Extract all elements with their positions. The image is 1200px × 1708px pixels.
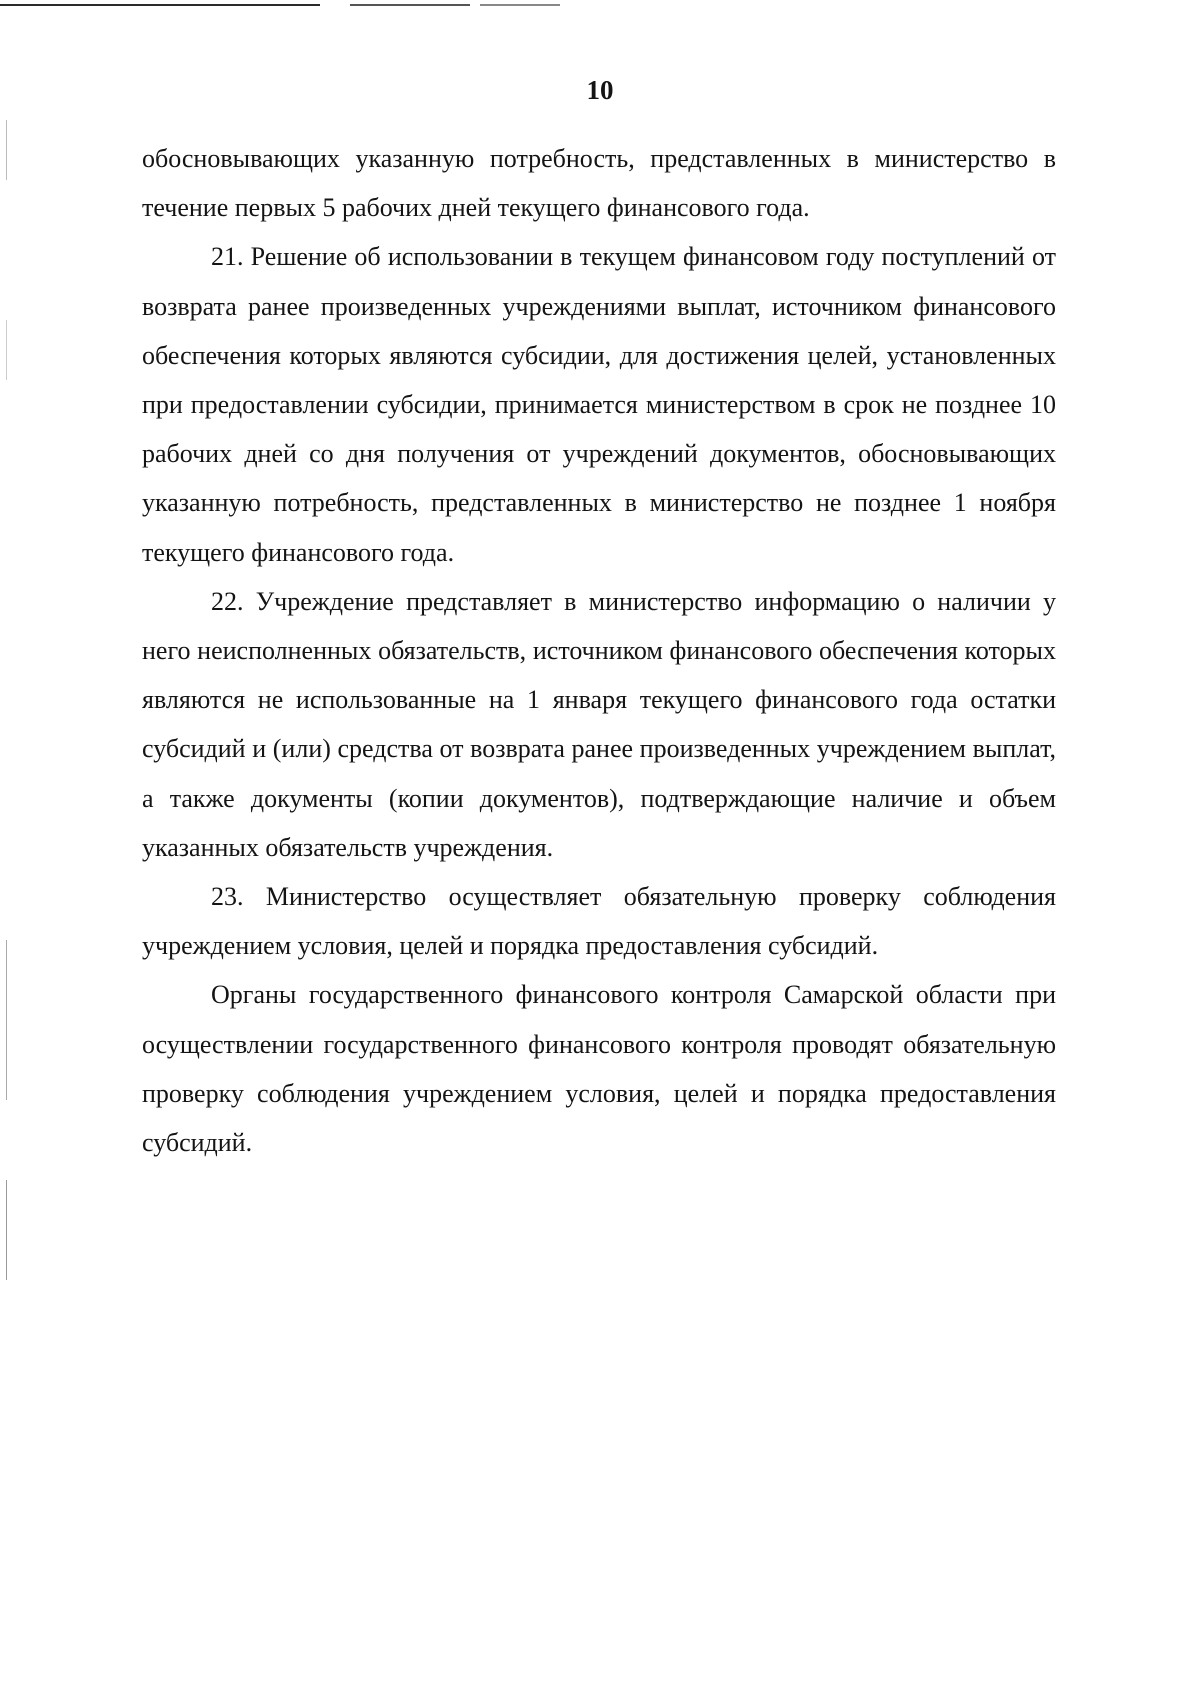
paragraph-item-22: 22. Учреждение представляет в министерство информацию о наличии у него неисполненных обязательств, источником финансового обеспечения которых являются не использованные на 1 января текущего финансового года остатки субсидий и (или) средства от возврата ранее произведенных учреждением выплат, а также документы (копии документов), подтверждающие наличие и объем указанных обязательств учреждения. — [142, 586, 1056, 862]
paragraph-item-21: 21. Решение об использовании в текущем финансовом году поступлений от возврата ранее произведенных учреждениями выплат, источником финансового обеспечения которых являются субсидии, для достижения целей, установленных при предоставлении субсидии, принимается министерством в срок не позднее 10 рабочих дней со дня получения от учреждений документов, обосновывающих указанную потребность, представленных в министерство не позднее 1 ноября текущего финансового года. — [142, 242, 1056, 567]
document-body — [142, 134, 1056, 1167]
paragraph-item-23: 23. Министерство осуществляет обязательную проверку соблюдения учреждением условия, целей и порядка предоставления субсидий. — [142, 882, 1056, 961]
scan-edge-left — [6, 120, 7, 1280]
page-number: 10 — [586, 75, 614, 105]
paragraph-continuation: обосновывающих указанную потребность, представленных в министерство в течение первых 5 рабочих дней текущего финансового года. — [142, 144, 1056, 223]
scan-edge-top — [0, 4, 1200, 6]
paragraph-financial-control: Органы государственного финансового контроля Самарской области при осуществлении государственного финансового контроля проводят обязательную проверку соблюдения учреждением условия, целей и порядка предоставления субсидий. — [142, 980, 1056, 1158]
